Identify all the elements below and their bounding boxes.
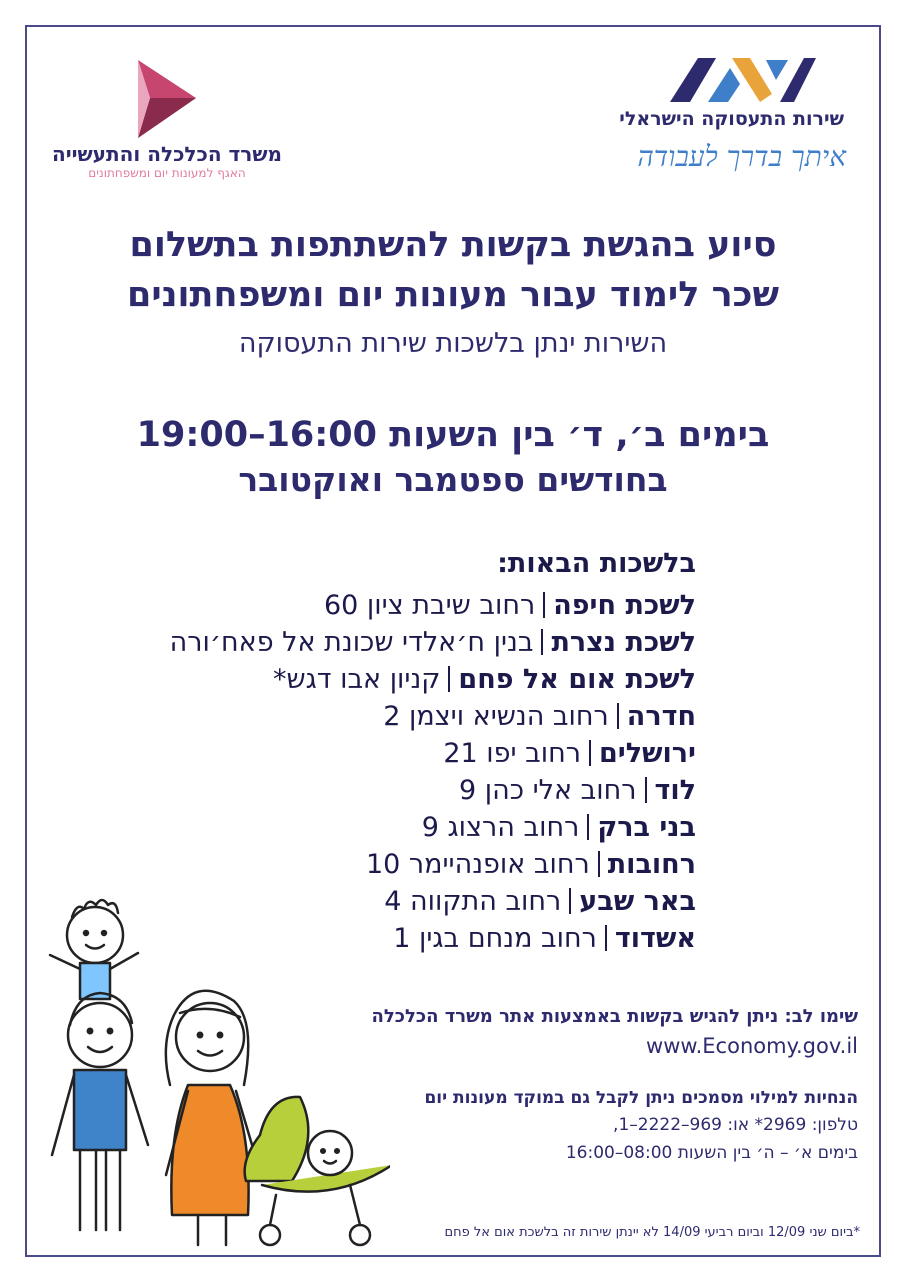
employment-service-slogan: איתך בדרך לעבודה bbox=[637, 140, 846, 173]
phone-numbers: טלפון: 2969* או: 969–2222–1, bbox=[613, 1115, 858, 1135]
employment-service-logo-icon bbox=[668, 50, 818, 106]
branch-divider bbox=[598, 851, 600, 877]
branch-divider bbox=[569, 888, 571, 914]
branch-city: חדרה bbox=[626, 701, 696, 732]
branch-item bbox=[459, 775, 696, 806]
branch-address: קניון אבו דגש* bbox=[273, 664, 441, 695]
branch-divider bbox=[448, 666, 450, 692]
branch-divider bbox=[589, 740, 591, 766]
branch-city: רחובות bbox=[607, 849, 696, 880]
branch-item bbox=[384, 886, 696, 917]
subtitle: השירות ינתן בלשכות שירות התעסוקה bbox=[238, 328, 668, 359]
schedule-days-hours: בימים ב׳, ד׳ בין השעות 16:00–19:00 bbox=[136, 415, 770, 455]
branch-item bbox=[393, 923, 696, 954]
ministry-department: האגף למעונות יום ומשפחתונים bbox=[88, 166, 246, 180]
branch-address: רחוב הנשיא ויצמן 2 bbox=[383, 701, 609, 732]
branch-address: רחוב שיבת ציון 60 bbox=[323, 590, 536, 621]
branch-city: באר שבע bbox=[579, 886, 696, 917]
branch-city: בני ברק bbox=[597, 812, 696, 843]
website-link[interactable]: www.Economy.gov.il bbox=[646, 1034, 858, 1058]
branch-address: רחוב מנחם בגין 1 bbox=[393, 923, 597, 954]
schedule-months: בחודשים ספטמבר ואוקטובר bbox=[238, 460, 668, 499]
branch-item bbox=[366, 849, 696, 880]
branch-city: לשכת אום אל פחם bbox=[458, 664, 696, 695]
title-line-2: שכר לימוד עבור מעונות יום ומשפחתונים bbox=[126, 275, 780, 315]
branch-city: ירושלים bbox=[598, 738, 696, 769]
branch-city: לשכת נצרת bbox=[551, 627, 696, 658]
father-figure-icon bbox=[52, 993, 148, 1230]
branch-city: אשדוד bbox=[614, 923, 696, 954]
branch-divider bbox=[543, 592, 545, 618]
call-center-hours: בימים א׳ – ה׳ בין השעות 08:00–16:00 bbox=[565, 1143, 858, 1163]
branch-divider bbox=[605, 925, 607, 951]
online-application-note: שימו לב: ניתן להגיש בקשות באמצעות אתר משרד הכלכלה bbox=[371, 1006, 858, 1027]
employment-service-name: שירות התעסוקה הישראלי bbox=[619, 108, 844, 130]
branch-item bbox=[324, 590, 696, 621]
family-illustration-icon bbox=[30, 895, 390, 1255]
branch-address: רחוב אופנהיימר 10 bbox=[365, 849, 590, 880]
branch-divider bbox=[645, 777, 647, 803]
guidance-note: הנחיות למילוי מסמכים ניתן לקבל גם במוקד מעונות יום bbox=[424, 1088, 858, 1108]
child-figure-icon bbox=[50, 900, 138, 999]
title-line-1: סיוע בהגשת בקשות להשתתפות בתשלום bbox=[129, 225, 777, 265]
ministry-name: משרד הכלכלה והתעשייה bbox=[52, 142, 282, 166]
branch-address: רחוב יפו 21 bbox=[443, 738, 581, 769]
branch-item bbox=[273, 664, 696, 695]
branch-item bbox=[170, 627, 696, 658]
branches-heading: בלשכות הבאות: bbox=[497, 548, 696, 579]
branch-divider bbox=[617, 703, 619, 729]
branch-address: רחוב הרצוג 9 bbox=[421, 812, 580, 843]
branch-divider bbox=[541, 629, 543, 655]
branch-city: לוד bbox=[654, 775, 696, 806]
footnote: *ביום שני 12/09 וביום רביעי 14/09 לא יינתן שירות זה בלשכת אום אל פחם bbox=[444, 1225, 860, 1240]
branch-address: רחוב אלי כהן 9 bbox=[459, 775, 637, 806]
branch-city: לשכת חיפה bbox=[553, 590, 696, 621]
branch-item bbox=[422, 812, 696, 843]
branch-divider bbox=[587, 814, 589, 840]
branch-item bbox=[443, 738, 696, 769]
branch-item bbox=[383, 701, 696, 732]
branch-address: רחוב התקווה 4 bbox=[384, 886, 562, 917]
mother-figure-icon bbox=[166, 991, 258, 1245]
stroller-icon bbox=[245, 1097, 390, 1245]
ministry-logo-icon bbox=[130, 58, 204, 140]
branch-address: בנין ח׳אלדי שכונת אל פאח׳ורה bbox=[169, 627, 534, 658]
